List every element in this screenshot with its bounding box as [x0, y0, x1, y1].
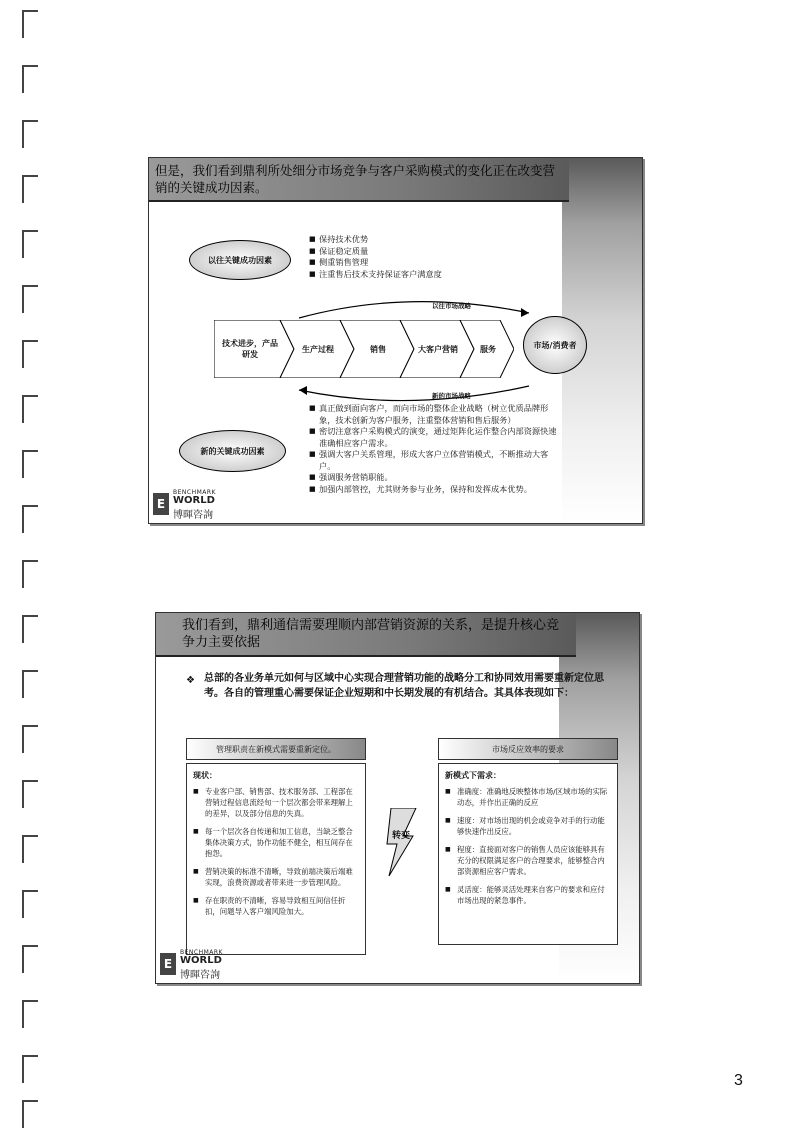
list-item: ■ 真正做到面向客户，而向市场的整体企业战略（树立优质品牌形象，技术创新为客户服务，注重整体营销和售后服务） — [309, 403, 561, 426]
binder-ring — [22, 395, 38, 423]
old-strategy-label: 以往市场战略 — [432, 302, 471, 310]
chain-step: 生产过程 — [302, 344, 334, 354]
binder-ring — [22, 340, 38, 368]
chain-step: 服务 — [480, 344, 496, 354]
list-item: ■ 程度：直接面对客户的销售人员应该能够具有充分的权限满足客户的合理要求，能够整合内部资源相应客户需求。 — [445, 844, 609, 877]
slide-title: 我们看到，鼎利通信需要理顺内部营销资源的关系，是提升核心竞争力主要依据 — [182, 618, 560, 650]
slide-header — [156, 613, 576, 657]
list-item: ■ 营销决策的标准不清晰，导致前端决策后端难实现，浪费资源或者带来进一步管理风险。 — [193, 866, 357, 888]
logo-line2: WORLD — [180, 955, 222, 966]
chain-step: 销售 — [370, 344, 386, 354]
binder-ring — [22, 120, 38, 148]
logo-mark: E — [153, 493, 169, 515]
binder-ring — [22, 780, 38, 808]
logo-line3: 博暉咨詢 — [180, 970, 220, 981]
list-item: ■ 准确度：准确地反映整体市场/区域市场的实际动态，并作出正确的反应 — [445, 786, 609, 808]
list-item: ■ 灵活度：能够灵活处理来自客户的要求和应付市场出现的紧急事件。 — [445, 884, 609, 906]
new-model-list — [445, 786, 609, 913]
market-circle — [523, 316, 587, 374]
new-factors-ellipse — [179, 430, 286, 472]
logo-mark: E — [160, 953, 176, 975]
list-item: ■ 速度：对市场出现的机会或竞争对手的行动能够快速作出反应。 — [445, 815, 609, 837]
binder-ring — [22, 835, 38, 863]
binder-ring — [22, 175, 38, 203]
slide-1 — [148, 157, 643, 524]
new-factors-label: 新的关键成功因素 — [200, 446, 265, 456]
binder-ring — [22, 890, 38, 918]
chain-step: 技术进步，产品研发 — [222, 339, 278, 359]
market-label: 市场/消费者 — [533, 340, 577, 350]
new-strategy-label: 新的市场战略 — [432, 392, 471, 400]
list-item: ■ 加强内部管控，尤其财务参与业务，保持和发挥成本优势。 — [309, 484, 561, 496]
list-item: ■ 存在职责的不清晰，容易导致相互间信任折扣，问题导入客户端风险加大。 — [193, 895, 357, 917]
list-item: ■ 保证稳定质量 — [309, 246, 449, 258]
diamond-bullet-icon: ❖ — [186, 675, 195, 686]
intro-text: 总部的各业务单元如何与区域中心实现合理营销功能的战略分工和协同效用需要重新定位思考。各自的管理重心需要保证企业短期和中长期发展的有机结合。其具体表现如下： — [204, 673, 604, 699]
binder-ring — [22, 505, 38, 533]
benchmark-logo — [153, 489, 263, 519]
list-item: ■ 强调大客户关系管理，形成大客户立体营销模式，不断推动大客户。 — [309, 449, 561, 472]
list-item: ■ 侧重销售管理 — [309, 257, 449, 269]
right-column-header: 市场反应效率的要求 — [438, 738, 618, 760]
new-factors-list — [309, 403, 561, 495]
binder-ring — [22, 670, 38, 698]
logo-line2: WORLD — [173, 495, 215, 506]
logo-line1: BENCHMARK — [180, 949, 223, 956]
binder-ring — [22, 285, 38, 313]
binder-ring — [22, 450, 38, 478]
list-item: ■ 保持技术优势 — [309, 234, 449, 246]
binder-ring — [22, 65, 38, 93]
left-column-header: 管理职责在新模式需要重新定位。 — [186, 738, 366, 760]
current-state-list — [193, 786, 357, 924]
list-item: ■ 密切注意客户采购模式的演变，通过矩阵化运作整合内部资源快速准确相应客户需求。 — [309, 426, 561, 449]
page-number: 3 — [734, 1072, 743, 1089]
current-state-panel — [186, 763, 366, 955]
slide-title: 但是，我们看到鼎利所处细分市场竞争与客户采购模式的变化正在改变营销的关键成功因素。 — [155, 163, 556, 195]
binder-ring — [22, 615, 38, 643]
transition-bolt-icon — [381, 808, 421, 878]
chain-step: 大客户营销 — [418, 344, 458, 354]
binder-holes — [0, 0, 50, 1130]
panel-subtitle: 新模式下需求： — [445, 771, 501, 780]
new-model-panel — [438, 763, 618, 945]
panel-subtitle: 现状： — [193, 771, 217, 780]
list-item: ■ 注重售后技术支持保证客户满意度 — [309, 269, 449, 281]
list-item: ■ 强调服务营销职能。 — [309, 472, 561, 484]
list-item: ■ 每一个层次各自传递和加工信息，当缺乏整合集体决策方式，协作功能不健全，相互间存在抱怨。 — [193, 826, 357, 859]
binder-ring — [22, 230, 38, 258]
binder-ring — [22, 560, 38, 588]
binder-ring — [22, 725, 38, 753]
binder-ring — [22, 1055, 38, 1083]
logo-line3: 博暉咨詢 — [173, 510, 213, 521]
binder-ring — [22, 1100, 38, 1128]
bolt-label: 转变 — [392, 831, 411, 841]
binder-ring — [22, 1000, 38, 1028]
benchmark-logo — [160, 949, 270, 979]
list-item: ■ 专业客户部、销售部、技术服务部、工程部在营销过程信息流经旬一个层次都会带来理解上的差异，以及部分信息的失真。 — [193, 786, 357, 819]
value-chain — [214, 320, 514, 378]
binder-ring — [22, 10, 38, 38]
binder-ring — [22, 945, 38, 973]
slide-2 — [155, 612, 640, 984]
old-factors-label: 以往关键成功因素 — [208, 255, 272, 265]
logo-line1: BENCHMARK — [173, 489, 216, 496]
